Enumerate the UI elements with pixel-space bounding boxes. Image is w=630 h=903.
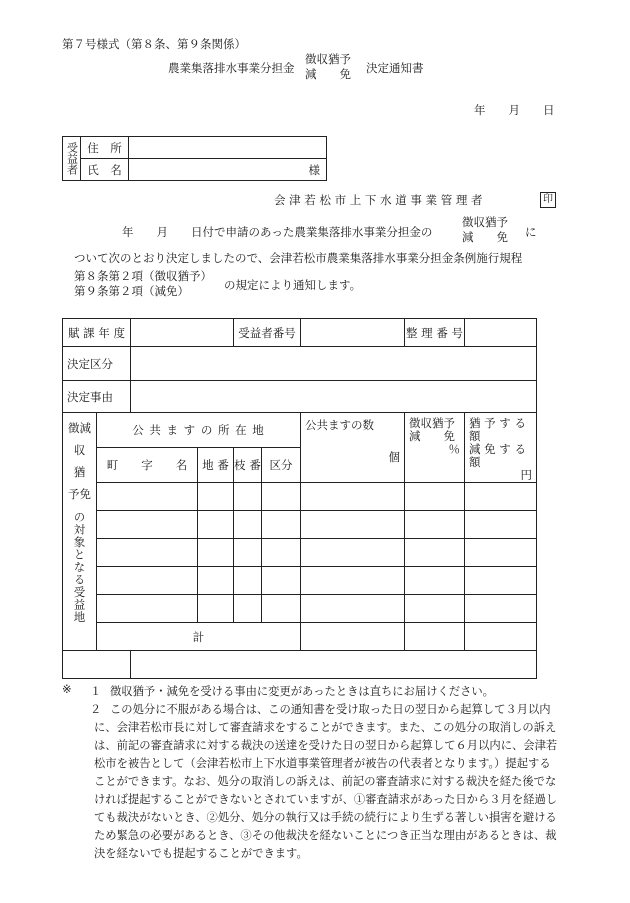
decision-type-label: 決定区分 — [63, 347, 131, 381]
row-cell[interactable] — [234, 511, 262, 539]
note-2-line: ければ提起することができないとされていますが、①審査請求があった日から３月を経過し — [94, 793, 558, 806]
note-2-number: ２ — [90, 703, 102, 716]
row-cell[interactable] — [405, 483, 465, 511]
side-bottom: 予免 — [68, 487, 91, 501]
row-cell[interactable] — [301, 483, 405, 511]
body-line2: ついて次のとおり決定しましたので、会津若松市農業集落排水事業分担金条例施行規程 — [74, 251, 523, 265]
row-cell[interactable] — [234, 595, 262, 623]
row-cell[interactable] — [465, 539, 537, 567]
table-row — [63, 483, 537, 511]
row-cell[interactable] — [301, 539, 405, 567]
note-2-line: ことができます。なお、処分の取消しの訴えは、前記の審査請求に対する裁決を経た後でな — [94, 775, 557, 788]
title-suffix: 決定通知書 — [366, 61, 424, 75]
row-cell[interactable] — [97, 595, 198, 623]
recipient-label-cell — [63, 137, 81, 181]
count-unit: 個 — [388, 450, 400, 464]
note-2-line: は、前記の審査請求に対する裁決の送達を受けた日の翌日から起算して６月以内に、会津若 — [94, 739, 558, 752]
issuer-name: 会 津 若 松 市 上 下 水 道 事 業 管 理 者 — [274, 193, 483, 207]
row-cell[interactable] — [198, 539, 234, 567]
footer-cell-left[interactable] — [63, 651, 131, 679]
amount-unit: 円 — [520, 468, 532, 482]
seal-wrap — [540, 191, 556, 208]
rate-unit: ％ — [448, 442, 460, 456]
side-mid: 収 — [73, 443, 86, 457]
row-cell[interactable] — [465, 483, 537, 511]
total-count[interactable] — [301, 623, 405, 651]
title-choice — [305, 52, 351, 82]
amount-bottom: 減 免 す る 額 — [469, 442, 526, 469]
note-2-line: 松市を被告として（会津若松市上下水道事業管理者が被告の代表者となります。）提起する — [94, 757, 551, 770]
address-label: 住 所 — [81, 137, 129, 159]
count-header-cell — [301, 413, 405, 483]
row-cell[interactable] — [234, 539, 262, 567]
title-choice-top: 徴収猶予 — [305, 52, 351, 66]
seal-stamp: 印 — [540, 192, 556, 208]
body-line1: 年 月 日付で申請のあった農業集落排水事業分担金の — [122, 225, 433, 239]
recipient-label: 受益者 — [65, 142, 79, 175]
total-label: 計 — [97, 623, 301, 651]
total-rate[interactable] — [405, 623, 465, 651]
name-label: 氏 名 — [81, 159, 129, 181]
row-cell[interactable] — [262, 539, 301, 567]
note-2-line: この処分に不服がある場合は、この通知書を受け取った日の翌日から起算して３月以内 — [110, 703, 551, 716]
row-cell[interactable] — [234, 483, 262, 511]
fiscal-year-label: 賦 課 年 度 — [63, 319, 131, 347]
row-cell[interactable] — [198, 567, 234, 595]
name-value[interactable] — [129, 159, 327, 181]
note-2-line: に、会津若松市長に対して審査請求をすることができます。また、この処分の取消しの訴え — [94, 721, 557, 734]
recipient-table — [62, 136, 327, 181]
amount-top: 猶 予 す る 額 — [469, 416, 526, 443]
footer-row — [63, 651, 537, 679]
decision-reason-label: 決定事由 — [63, 381, 131, 413]
title-choice-bottom: 減 免 — [305, 67, 351, 81]
row-cell[interactable] — [97, 511, 198, 539]
body-line3-top: 第８条第２項（徴収猶予） — [74, 269, 212, 283]
decision-reason-value[interactable] — [131, 381, 537, 413]
notes-mark: ※ — [62, 683, 72, 696]
ref-no-label: 整 理 番 号 — [405, 319, 465, 347]
note-2-line: ため緊急の必要があるとき、③その他裁決を経ないことにつき正当な理由があるときは、裁 — [94, 829, 557, 842]
col-town: 町 字 名 — [97, 448, 198, 483]
table-row — [63, 511, 537, 539]
row-cell[interactable] — [405, 511, 465, 539]
row-cell[interactable] — [465, 567, 537, 595]
row-cell[interactable] — [198, 595, 234, 623]
body-line1-bottom: 減 免 — [462, 230, 508, 244]
beneficiary-no-label: 受益者番号 — [234, 319, 301, 347]
row-cell[interactable] — [465, 511, 537, 539]
title-prefix: 農業集落排水事業分担金 — [168, 61, 295, 75]
side-top: 徴減 — [68, 421, 91, 435]
row-cell[interactable] — [405, 539, 465, 567]
row-cell[interactable] — [405, 595, 465, 623]
note-1-number: １ — [90, 685, 102, 698]
row-cell[interactable] — [262, 567, 301, 595]
row-cell[interactable] — [198, 511, 234, 539]
side-vertical: の対象となる受益地 — [72, 511, 87, 624]
row-cell[interactable] — [301, 511, 405, 539]
table-row — [63, 539, 537, 567]
location-header: 公 共 ま す の 所 在 地 — [97, 413, 301, 448]
row-cell[interactable] — [405, 567, 465, 595]
total-amount[interactable] — [465, 623, 537, 651]
total-row — [63, 623, 537, 651]
beneficiary-no-value[interactable] — [301, 319, 405, 347]
row-cell[interactable] — [234, 567, 262, 595]
rate-header-cell — [405, 413, 465, 483]
row-cell[interactable] — [262, 595, 301, 623]
target-land-side-label — [63, 413, 97, 651]
col-section: 区分 — [262, 448, 301, 483]
row-cell[interactable] — [97, 483, 198, 511]
amount-header-cell — [465, 413, 537, 483]
rate-top: 徴収猶予 — [409, 416, 455, 430]
honorific: 様 — [308, 162, 320, 177]
row-cell[interactable] — [97, 539, 198, 567]
note-2-line: 決を経ないでも提起することができます。 — [94, 847, 308, 860]
address-value[interactable] — [129, 137, 327, 159]
rate-bottom: 減 免 — [409, 429, 455, 443]
count-header: 公共ますの数 — [305, 418, 374, 432]
body-line1-choice — [462, 215, 508, 245]
row-cell[interactable] — [262, 511, 301, 539]
row-cell[interactable] — [301, 595, 405, 623]
row-cell[interactable] — [301, 567, 405, 595]
body-line3-bottom: 第９条第２項（減免） — [74, 284, 189, 298]
col-branch: 枝 番 — [234, 448, 262, 483]
note-1-text: 徴収猶予・減免を受ける事由に変更があったときは直ちにお届けください。 — [110, 685, 494, 698]
fiscal-year-value[interactable] — [131, 319, 234, 347]
body-line1-suffix: に — [525, 225, 537, 239]
body-line3-suffix: の規定により通知します。 — [224, 278, 362, 292]
row-cell[interactable] — [198, 483, 234, 511]
main-table — [62, 318, 537, 679]
row-cell[interactable] — [262, 483, 301, 511]
decision-type-value[interactable] — [131, 347, 537, 381]
ref-no-value[interactable] — [465, 319, 537, 347]
row-cell[interactable] — [97, 567, 198, 595]
table-row — [63, 567, 537, 595]
row-cell[interactable] — [465, 595, 537, 623]
col-lot: 地 番 — [198, 448, 234, 483]
form-number: 第７号様式（第８条、第９条関係） — [62, 37, 246, 51]
body-line3-choice — [74, 269, 212, 299]
side-mid2: 猶 — [73, 465, 86, 479]
note-2-line: ても裁決がないとき、②処分、処分の執行又は手続の続行により生ずる著しい損害を避ける — [94, 811, 557, 824]
body-line1-top: 徴収猶予 — [462, 215, 508, 229]
footer-cell-right[interactable] — [131, 651, 537, 679]
issue-date: 年 月 日 — [474, 103, 555, 117]
table-row — [63, 595, 537, 623]
